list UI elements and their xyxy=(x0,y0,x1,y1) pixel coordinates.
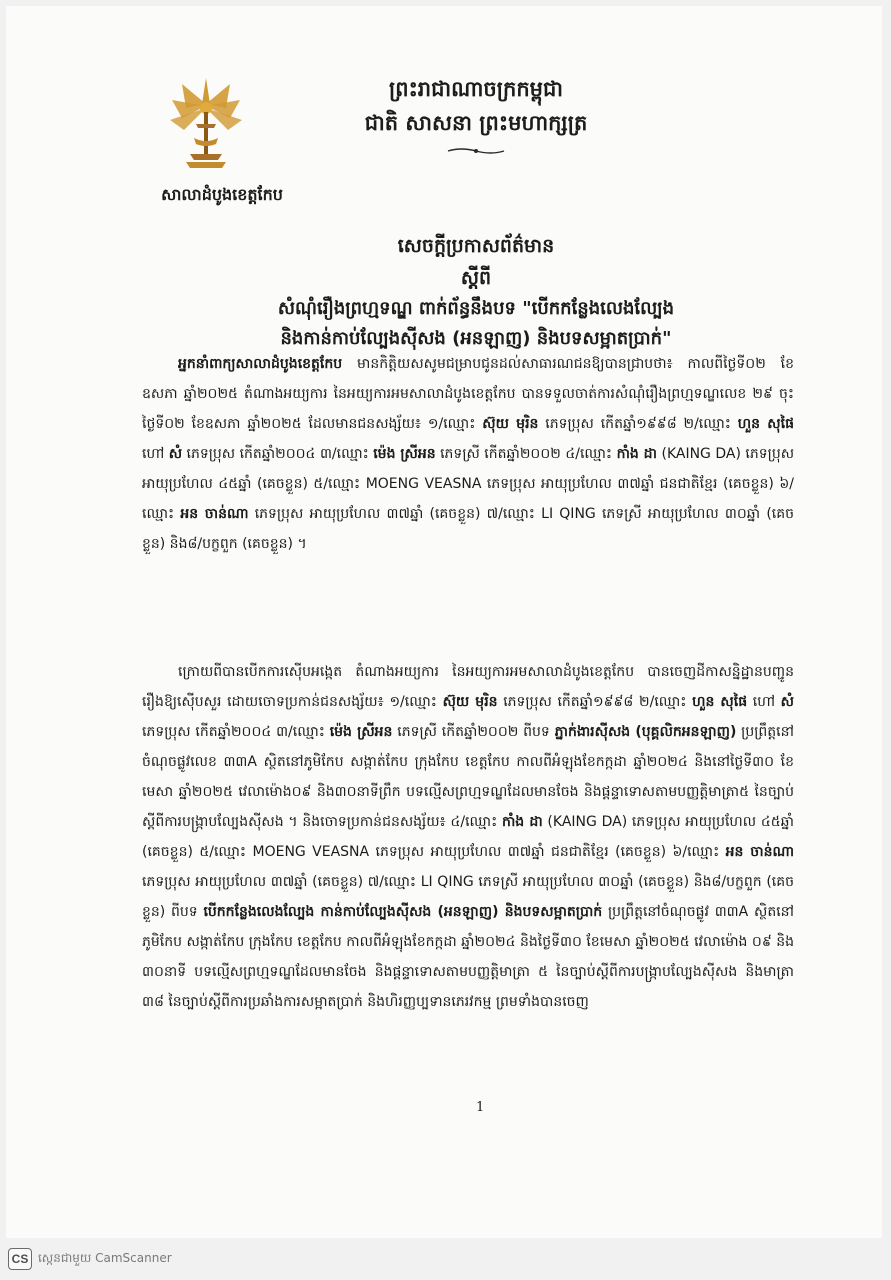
p1-text: មានកិត្តិយសសូមជម្រាបជូនដល់សាធារណជនឱ្យបានជ្រាបថា៖ កាលពីថ្ងៃទី០២ ខែឧសភា ឆ្នាំ២០២៥ តំណាងអយ្យការ នៃអយ្យការអមសាលាដំបូងខេត្តកែប បានទទួលចាត់ការសំណុំរឿងព្រហ្មទណ្ឌលេខ ២៩ ចុះថ្ងៃទី០២ ខែឧសភា ឆ្នាំ២០២៥ ដែលមានជនសង្ស័យ៖ ១/ឈ្មោះ xyxy=(142,356,794,432)
p2-text: (KAING DA) ភេទប្រុស អាយុប្រហែល ៤៥ឆ្នាំ (គេចខ្លួន) ៥/ឈ្មោះ MOENG VEASNA ភេទប្រុស អាយុប្រហែល ៣៧ឆ្នាំ ជនជាតិខ្មែរ (គេចខ្លួន) ៦/ឈ្មោះ xyxy=(142,814,794,860)
paragraph-2 xyxy=(142,657,794,1017)
charge-online-gambling-agent: ភ្នាក់ងារស៊ីសង (បុគ្គលិកអនឡាញ) xyxy=(554,724,737,740)
ornament-divider-icon xyxy=(446,146,506,156)
p1-text: (KAING DA) ភេទប្រុស អាយុប្រហែល ៤៥ឆ្នាំ (គេចខ្លួន) ៥/ឈ្មោះ MOENG VEASNA ភេទប្រុស អាយុប្រហែល ៣៧ឆ្នាំ ជនជាតិខ្មែរ (គេចខ្លួន) ៦/ឈ្មោះ xyxy=(142,446,795,522)
suspect-3-name: ម៉េង ស្រីអន xyxy=(329,724,393,740)
suspect-1-name: ស៊ុយ មុរិន xyxy=(482,416,539,432)
p1-text: ហៅ xyxy=(142,446,169,462)
p2-text: ប្រព្រឹត្តនៅចំណុចផ្លូវ ៣៣A ស្ថិតនៅភូមិកែប សង្កាត់កែប ក្រុងកែប ខេត្តកែប កាលពីអំឡុងខែកក្កដា ឆ្នាំ២០២៤ និងថ្ងៃទី៣០ ខែមេសា ឆ្នាំ២០២៥ វេលាម៉ោង ០៩ និង ៣០នាទី បទល្មើសព្រហ្មទណ្ឌដែលមានចែង និងផ្តន្ទាទោសតាមបញ្ញត្តិមាត្រា ៥ នៃច្បាប់ស្តីពីការបង្ក្រាបល្បែងស៊ីសង និងមាត្រា ៣៨ នៃច្បាប់ស្តីពីការប្រឆាំងការសម្អាតប្រាក់ និងហិរញ្ញប្បទានភេរវកម្ម ព្រមទាំងបានចេញ xyxy=(142,904,794,1010)
p2-text: ប្រព្រឹត្តនៅចំណុចផ្លូវលេខ ៣៣A ស្ថិតនៅភូមិកែប សង្កាត់កែប ក្រុងកែប ខេត្តកែប កាលពីអំឡុងខែកក្កដា ឆ្នាំ២០២៤ និងនៅថ្ងៃទី៣០ ខែមេសា ឆ្នាំ២០២៥ វេលាម៉ោង០៩ និង៣០នាទីព្រឹក បទល្មើសព្រហ្មទណ្ឌដែលមានចែង និងផ្តន្ទាទោសតាមបញ្ញត្តិមាត្រា៥ នៃច្បាប់ស្តីពីការបង្ក្រាបល្បែងស៊ីសង ។ និងចោទប្រកាន់ជនសង្ស័យ៖ ៤/ឈ្មោះ xyxy=(142,724,794,830)
title-subject-line1: សំណុំរឿងព្រហ្មទណ្ឌ ពាក់ព័ន្ធនឹងបទ "បើកកន្លែងលេងល្បែង xyxy=(277,298,675,319)
suspect-2-alias: សំ xyxy=(168,446,183,462)
p1-text: ភេទប្រុស អាយុប្រហែល ៣៧ឆ្នាំ (គេចខ្លួន) ៧/ឈ្មោះ LI QING ភេទស្រី អាយុប្រហែល ៣០ឆ្នាំ (គេចខ្លួន) និង៨/បក្ខពួក (គេចខ្លួន) ។ xyxy=(142,506,794,552)
p2-text: ភេទប្រុស កើតឆ្នាំ១៩៩៨ ២/ឈ្មោះ xyxy=(497,694,693,710)
title-block xyxy=(156,230,796,354)
cambodia-royal-emblem-icon xyxy=(166,74,246,174)
suspect-4-name: កាំង ដា xyxy=(616,446,658,462)
suspect-2-name: ហួន សុផៃ xyxy=(692,694,748,710)
kingdom-header xyxy=(306,72,646,160)
p2-text: ហៅ xyxy=(747,694,781,710)
suspect-1-name: ស៊ុយ មុរិន xyxy=(442,694,498,710)
page-number: 1 xyxy=(476,1100,485,1115)
national-motto: ជាតិ សាសនា ព្រះមហាក្សត្រ xyxy=(364,111,588,135)
p1-text: ភេទប្រុស កើតឆ្នាំ១៩៩៨ ២/ឈ្មោះ xyxy=(538,416,738,432)
suspect-2-name: ហួន សុផៃ xyxy=(737,416,794,432)
p2-text: ក្រោយពីបានបើកការស៊ើបអង្កេត តំណាងអយ្យការ នៃអយ្យការអមសាលាដំបូងខេត្តកែប បានចេញដីកាសន្និដ្ឋានបញ្ជូនរឿងឱ្យស៊ើបសួរ ដោយចោទប្រកាន់ជនសង្ស័យ៖ ១/ឈ្មោះ xyxy=(142,664,794,710)
charge-gambling-and-money-laundering: បើកកន្លែងលេងល្បែង កាន់កាប់ល្បែងស៊ីសង (អនឡាញ) និងបទសម្អាតប្រាក់ xyxy=(203,904,603,920)
spokesperson-label: អ្នកនាំពាក្យសាលាដំបូងខេត្តកែប xyxy=(178,356,343,372)
document-page xyxy=(6,6,882,1238)
p2-text: ភេទស្រី កើតឆ្នាំ២០០២ ពីបទ xyxy=(392,724,555,740)
p1-text: ភេទស្រី កើតឆ្នាំ២០០២ ៤/ឈ្មោះ xyxy=(435,446,617,462)
court-name: សាលាដំបូងខេត្តកែប xyxy=(161,185,283,204)
title-subject-line2: និងកាន់កាប់ល្បែងស៊ីសង (អនឡាញ) និងបទសម្អាតប្រាក់" xyxy=(280,328,672,349)
title-press-release: សេចក្តីប្រកាសព័ត៌មាន xyxy=(397,235,555,257)
suspect-6-name: អន ចាន់ណា xyxy=(180,506,249,522)
suspect-2-alias: សំ xyxy=(780,694,794,710)
camscanner-watermark xyxy=(8,1248,172,1270)
kingdom-name: ព្រះរាជាណាចក្រកម្ពុជា xyxy=(388,77,563,101)
suspect-3-name: ម៉េង ស្រីអន xyxy=(373,446,436,462)
p2-text: ភេទប្រុស កើតឆ្នាំ២០០៤ ៣/ឈ្មោះ xyxy=(142,724,330,740)
p1-text: ភេទប្រុស កើតឆ្នាំ២០០៤ ៣/ឈ្មោះ xyxy=(182,446,374,462)
suspect-4-name: កាំង ដា xyxy=(501,814,543,830)
p2-text: ភេទប្រុស អាយុប្រហែល ៣៧ឆ្នាំ (គេចខ្លួន) ៧/ឈ្មោះ LI QING ភេទស្រី អាយុប្រហែល ៣០ឆ្នាំ (គេចខ្លួន) និង៨/បក្ខពួក (គេចខ្លួន) ពីបទ xyxy=(142,874,794,920)
title-regarding: ស្តីពី xyxy=(460,267,492,289)
camscanner-logo-icon: CS xyxy=(8,1248,32,1270)
camscanner-text: ស្កេនជាមួយ CamScanner xyxy=(38,1251,172,1265)
paragraph-1 xyxy=(142,349,794,559)
suspect-6-name: អន ចាន់ណា xyxy=(725,844,794,860)
